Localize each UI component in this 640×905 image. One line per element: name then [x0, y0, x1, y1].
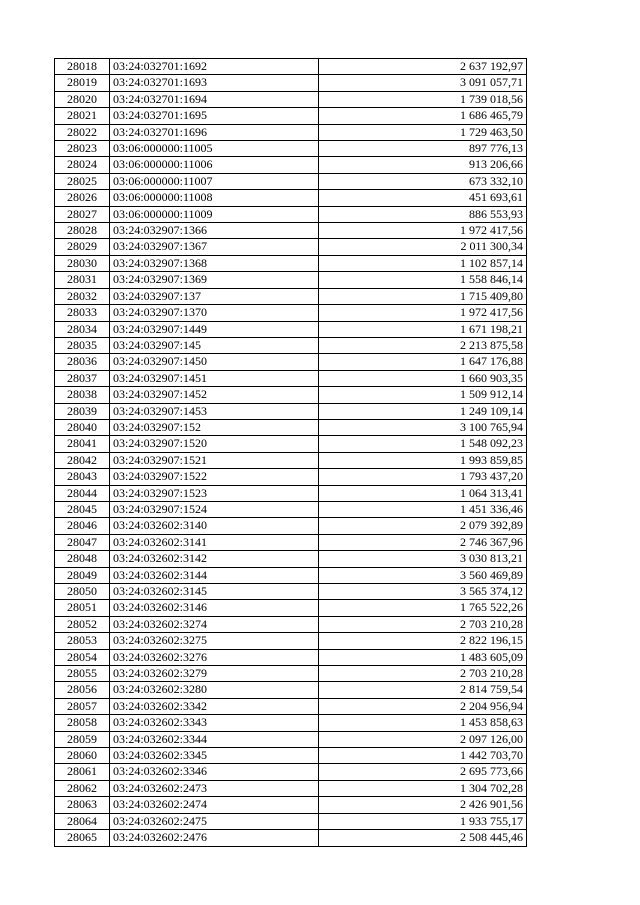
cadastral-value: 1 451 336,46	[319, 501, 527, 517]
row-number: 28055	[55, 666, 110, 682]
row-number: 28026	[55, 190, 110, 206]
cadastral-number: 03:24:032907:1368	[110, 255, 319, 271]
cadastral-value: 1 647 176,88	[319, 354, 527, 370]
row-number: 28051	[55, 600, 110, 616]
row-number: 28061	[55, 764, 110, 780]
cadastral-value: 1 483 605,09	[319, 649, 527, 665]
row-number: 28056	[55, 682, 110, 698]
table-row	[55, 600, 527, 616]
cadastral-number: 03:24:032907:1367	[110, 239, 319, 255]
cadastral-value: 1 064 313,41	[319, 485, 527, 501]
row-number: 28048	[55, 551, 110, 567]
cadastral-value: 2 814 759,54	[319, 682, 527, 698]
table-row	[55, 567, 527, 583]
cadastral-value: 1 686 465,79	[319, 108, 527, 124]
cadastral-number: 03:24:032907:152	[110, 419, 319, 435]
row-number: 28042	[55, 452, 110, 468]
table-row	[55, 584, 527, 600]
cadastral-value: 2 703 210,28	[319, 616, 527, 632]
table-row	[55, 370, 527, 386]
row-number: 28018	[55, 59, 110, 75]
cadastral-value: 1 453 858,63	[319, 715, 527, 731]
row-number: 28020	[55, 91, 110, 107]
row-number: 28057	[55, 698, 110, 714]
row-number: 28029	[55, 239, 110, 255]
cadastral-number: 03:06:000000:11005	[110, 141, 319, 157]
cadastral-number: 03:06:000000:11008	[110, 190, 319, 206]
cadastral-number: 03:24:032602:3145	[110, 584, 319, 600]
row-number: 28023	[55, 141, 110, 157]
row-number: 28021	[55, 108, 110, 124]
cadastral-value: 1 509 912,14	[319, 387, 527, 403]
row-number: 28019	[55, 75, 110, 91]
cadastral-number: 03:06:000000:11007	[110, 173, 319, 189]
table-row	[55, 633, 527, 649]
row-number: 28038	[55, 387, 110, 403]
table-row	[55, 59, 527, 75]
cadastral-number: 03:24:032602:3142	[110, 551, 319, 567]
cadastral-number: 03:24:032602:3146	[110, 600, 319, 616]
row-number: 28046	[55, 518, 110, 534]
table-row	[55, 124, 527, 140]
table-row	[55, 551, 527, 567]
row-number: 28035	[55, 337, 110, 353]
table-row	[55, 731, 527, 747]
row-number: 28043	[55, 469, 110, 485]
row-number: 28065	[55, 830, 110, 846]
cadastral-number: 03:24:032907:137	[110, 288, 319, 304]
cadastral-value: 1 442 703,70	[319, 748, 527, 764]
cadastral-value: 1 993 859,85	[319, 452, 527, 468]
cadastral-value: 1 765 522,26	[319, 600, 527, 616]
cadastral-number: 03:24:032907:145	[110, 337, 319, 353]
cadastral-value: 1 102 857,14	[319, 255, 527, 271]
cadastral-number: 03:24:032602:2474	[110, 797, 319, 813]
row-number: 28022	[55, 124, 110, 140]
cadastral-number: 03:24:032907:1521	[110, 452, 319, 468]
table-row	[55, 141, 527, 157]
cadastral-number: 03:24:032602:3342	[110, 698, 319, 714]
table-row	[55, 305, 527, 321]
cadastral-number: 03:24:032602:3346	[110, 764, 319, 780]
cadastral-value: 1 793 437,20	[319, 469, 527, 485]
row-number: 28047	[55, 534, 110, 550]
cadastral-number: 03:24:032907:1449	[110, 321, 319, 337]
cadastral-value: 1 715 409,80	[319, 288, 527, 304]
cadastral-number: 03:24:032907:1520	[110, 436, 319, 452]
table-row	[55, 715, 527, 731]
table-row	[55, 321, 527, 337]
cadastral-value-table	[54, 58, 527, 847]
cadastral-number: 03:24:032701:1694	[110, 91, 319, 107]
table-row	[55, 682, 527, 698]
table-row	[55, 813, 527, 829]
row-number: 28059	[55, 731, 110, 747]
cadastral-number: 03:24:032907:1451	[110, 370, 319, 386]
cadastral-number: 03:24:032907:1366	[110, 223, 319, 239]
table-row	[55, 534, 527, 550]
row-number: 28064	[55, 813, 110, 829]
row-number: 28032	[55, 288, 110, 304]
cadastral-value: 3 030 813,21	[319, 551, 527, 567]
cadastral-number: 03:24:032907:1523	[110, 485, 319, 501]
table-row	[55, 649, 527, 665]
row-number: 28049	[55, 567, 110, 583]
cadastral-value: 2 426 901,56	[319, 797, 527, 813]
table-body	[55, 59, 527, 847]
row-number: 28024	[55, 157, 110, 173]
cadastral-value: 913 206,66	[319, 157, 527, 173]
cadastral-value: 2 703 210,28	[319, 666, 527, 682]
cadastral-number: 03:24:032907:1369	[110, 272, 319, 288]
cadastral-number: 03:24:032907:1370	[110, 305, 319, 321]
cadastral-value: 1 548 092,23	[319, 436, 527, 452]
row-number: 28040	[55, 419, 110, 435]
row-number: 28033	[55, 305, 110, 321]
table-row	[55, 748, 527, 764]
cadastral-number: 03:24:032701:1693	[110, 75, 319, 91]
row-number: 28031	[55, 272, 110, 288]
cadastral-value: 1 660 903,35	[319, 370, 527, 386]
cadastral-value: 2 695 773,66	[319, 764, 527, 780]
table-row	[55, 764, 527, 780]
table-row	[55, 436, 527, 452]
cadastral-number: 03:24:032907:1522	[110, 469, 319, 485]
cadastral-value: 1 972 417,56	[319, 305, 527, 321]
cadastral-number: 03:24:032701:1696	[110, 124, 319, 140]
table-row	[55, 91, 527, 107]
row-number: 28041	[55, 436, 110, 452]
cadastral-value: 1 558 846,14	[319, 272, 527, 288]
table-row	[55, 518, 527, 534]
cadastral-value: 1 304 702,28	[319, 780, 527, 796]
cadastral-value: 2 822 196,15	[319, 633, 527, 649]
table-row	[55, 403, 527, 419]
cadastral-number: 03:06:000000:11009	[110, 206, 319, 222]
row-number: 28053	[55, 633, 110, 649]
table-row	[55, 108, 527, 124]
table-row	[55, 272, 527, 288]
cadastral-value: 2 508 445,46	[319, 830, 527, 846]
cadastral-value: 1 249 109,14	[319, 403, 527, 419]
row-number: 28028	[55, 223, 110, 239]
cadastral-value: 1 671 198,21	[319, 321, 527, 337]
table-row	[55, 797, 527, 813]
cadastral-value: 2 746 367,96	[319, 534, 527, 550]
row-number: 28058	[55, 715, 110, 731]
table-row	[55, 698, 527, 714]
cadastral-number: 03:24:032701:1695	[110, 108, 319, 124]
cadastral-value: 1 729 463,50	[319, 124, 527, 140]
cadastral-value: 2 637 192,97	[319, 59, 527, 75]
table-row	[55, 255, 527, 271]
row-number: 28045	[55, 501, 110, 517]
cadastral-value: 2 097 126,00	[319, 731, 527, 747]
cadastral-number: 03:24:032602:3343	[110, 715, 319, 731]
cadastral-number: 03:24:032602:3275	[110, 633, 319, 649]
cadastral-number: 03:24:032907:1452	[110, 387, 319, 403]
row-number: 28037	[55, 370, 110, 386]
cadastral-value: 2 213 875,58	[319, 337, 527, 353]
row-number: 28063	[55, 797, 110, 813]
cadastral-number: 03:24:032602:3345	[110, 748, 319, 764]
table-row	[55, 666, 527, 682]
cadastral-number: 03:24:032602:3279	[110, 666, 319, 682]
row-number: 28062	[55, 780, 110, 796]
table-row	[55, 190, 527, 206]
table-row	[55, 239, 527, 255]
cadastral-number: 03:24:032602:3274	[110, 616, 319, 632]
cadastral-number: 03:24:032602:3141	[110, 534, 319, 550]
cadastral-number: 03:24:032907:1524	[110, 501, 319, 517]
table-row	[55, 206, 527, 222]
cadastral-value: 1 933 755,17	[319, 813, 527, 829]
table-row	[55, 75, 527, 91]
table-row	[55, 419, 527, 435]
cadastral-number: 03:24:032602:3140	[110, 518, 319, 534]
cadastral-number: 03:06:000000:11006	[110, 157, 319, 173]
table-row	[55, 452, 527, 468]
cadastral-number: 03:24:032602:3280	[110, 682, 319, 698]
cadastral-value: 1 739 018,56	[319, 91, 527, 107]
table-row	[55, 337, 527, 353]
cadastral-number: 03:24:032602:3276	[110, 649, 319, 665]
table-row	[55, 469, 527, 485]
table-row	[55, 485, 527, 501]
cadastral-number: 03:24:032602:3344	[110, 731, 319, 747]
table-row	[55, 616, 527, 632]
cadastral-value: 3 100 765,94	[319, 419, 527, 435]
cadastral-value: 3 560 469,89	[319, 567, 527, 583]
row-number: 28030	[55, 255, 110, 271]
cadastral-number: 03:24:032602:2476	[110, 830, 319, 846]
cadastral-value: 3 091 057,71	[319, 75, 527, 91]
cadastral-value: 2 204 956,94	[319, 698, 527, 714]
cadastral-number: 03:24:032907:1453	[110, 403, 319, 419]
table-row	[55, 501, 527, 517]
row-number: 28027	[55, 206, 110, 222]
cadastral-number: 03:24:032602:2473	[110, 780, 319, 796]
row-number: 28050	[55, 584, 110, 600]
table-row	[55, 157, 527, 173]
cadastral-value: 451 693,61	[319, 190, 527, 206]
cadastral-value: 897 776,13	[319, 141, 527, 157]
row-number: 28060	[55, 748, 110, 764]
row-number: 28025	[55, 173, 110, 189]
table-row	[55, 780, 527, 796]
cadastral-number: 03:24:032602:2475	[110, 813, 319, 829]
table-row	[55, 173, 527, 189]
table-row	[55, 387, 527, 403]
cadastral-value: 2 079 392,89	[319, 518, 527, 534]
table-row	[55, 223, 527, 239]
row-number: 28034	[55, 321, 110, 337]
cadastral-value: 673 332,10	[319, 173, 527, 189]
cadastral-value: 886 553,93	[319, 206, 527, 222]
row-number: 28039	[55, 403, 110, 419]
cadastral-value: 1 972 417,56	[319, 223, 527, 239]
cadastral-value: 2 011 300,34	[319, 239, 527, 255]
row-number: 28036	[55, 354, 110, 370]
row-number: 28054	[55, 649, 110, 665]
cadastral-number: 03:24:032701:1692	[110, 59, 319, 75]
table-row	[55, 288, 527, 304]
row-number: 28044	[55, 485, 110, 501]
cadastral-number: 03:24:032602:3144	[110, 567, 319, 583]
table-row	[55, 354, 527, 370]
table-row	[55, 830, 527, 846]
cadastral-value: 3 565 374,12	[319, 584, 527, 600]
cadastral-number: 03:24:032907:1450	[110, 354, 319, 370]
row-number: 28052	[55, 616, 110, 632]
